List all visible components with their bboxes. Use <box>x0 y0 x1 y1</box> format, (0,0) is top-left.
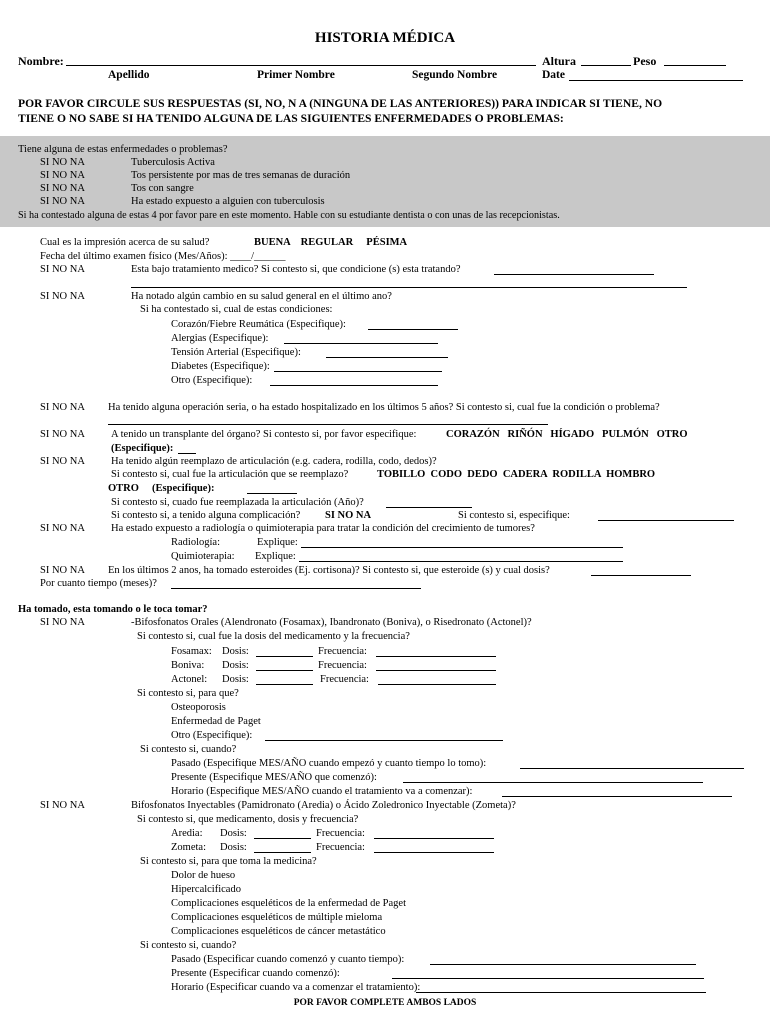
freq-label: Frecuencia: <box>318 660 367 671</box>
freq-field[interactable] <box>376 660 496 671</box>
footer-note: POR FAVOR COMPLETE AMBOS LADOS <box>293 998 477 1008</box>
steroid-field[interactable] <box>591 565 691 576</box>
primer-nombre-label: Primer Nombre <box>257 69 335 81</box>
tb-intro: Tiene alguna de estas enfermedades o problemas? <box>18 144 228 155</box>
joint-year-field[interactable] <box>386 497 472 508</box>
freq-label: Frecuencia: <box>318 646 367 657</box>
answer-options[interactable]: SI NO NA <box>40 183 85 194</box>
answer-options[interactable]: SI NO NA <box>40 157 85 168</box>
weight-field[interactable] <box>664 55 726 66</box>
joint-complication: Si contesto si, a tenido alguna complicación? <box>111 510 301 521</box>
freq-label: Frecuencia: <box>316 828 365 839</box>
answer-options[interactable]: SI NO NA <box>40 617 85 628</box>
instructions-line-1: POR FAVOR CIRCULE SUS RESPUESTAS (SI, NO, N A (NINGUNA DE LAS ANTERIORES)) PARA INDICAR SI TIENE, NO <box>18 97 663 110</box>
treatment-field-2[interactable] <box>131 279 687 288</box>
answer-options[interactable]: SI NO NA <box>40 565 85 576</box>
oral-present: Presente (Especifique MES/AÑO que comenzó): <box>171 772 377 783</box>
joint-complication-options[interactable]: SI NO NA <box>325 510 372 521</box>
joint-other: OTRO (Especifique): <box>108 483 215 494</box>
radio-question: Ha estado expuesto a radiología o quimioterapia para tratar la condición del crecimiento de tumores? <box>111 523 535 534</box>
exam-date: Fecha del último examen físico (Mes/Años): ____/______ <box>40 251 286 262</box>
surgery-question: Ha tenido alguna operación seria, o ha estado hospitalizado en los últimos 5 años? Si contesto si, cual fue la condición o problema? <box>108 402 660 413</box>
explain-label: Explique: <box>255 551 296 562</box>
iv-present-field[interactable] <box>392 968 704 979</box>
health-options[interactable]: BUENA REGULAR PÉSIMA <box>254 237 408 248</box>
drug-label: Fosamax: <box>171 646 212 657</box>
reason-item: Hipercalcificado <box>171 884 241 895</box>
answer-options[interactable]: SI NO NA <box>40 264 85 275</box>
transplant-specify: (Especifique): <box>111 443 174 454</box>
transplant-field[interactable] <box>178 443 196 454</box>
tb-item: Tos persistente por mas de tres semanas de duración <box>131 170 351 181</box>
dose-label: Dosis: <box>220 828 247 839</box>
freq-field[interactable] <box>374 828 494 839</box>
tb-footer: Si ha contestado alguna de estas 4 por favor pare en este momento. Hable con su estudiante dentista o con unas de las recepcionistas. <box>18 210 560 221</box>
iv-why: Si contesto si, para que toma la medicina? <box>140 856 317 867</box>
treatment-field[interactable] <box>494 264 654 275</box>
drug-label: Actonel: <box>171 674 208 685</box>
oral-past-field[interactable] <box>520 758 744 769</box>
iv-question: Bifosfonatos Inyectables (Pamidronato (Aredia) o Ácido Zoledronico Inyectable (Zometa)? <box>131 800 516 811</box>
height-field[interactable] <box>581 55 631 66</box>
tb-item: Tos con sangre <box>131 183 194 194</box>
answer-options[interactable]: SI NO NA <box>40 196 85 207</box>
iv-sub: Si contesto si, que medicamento, dosis y frecuencia? <box>137 814 359 825</box>
tb-item: Ha estado expuesto a alguien con tuberculosis <box>131 196 325 207</box>
iv-when: Si contesto si, cuando? <box>140 940 237 951</box>
condition-field[interactable] <box>368 319 458 330</box>
dose-field[interactable] <box>254 842 311 853</box>
joint-complication-specify: Si contesto si, especifique: <box>458 510 570 521</box>
answer-options[interactable]: SI NO NA <box>40 402 85 413</box>
freq-label: Frecuencia: <box>316 842 365 853</box>
answer-options[interactable]: SI NO NA <box>40 291 85 302</box>
chemo-label: Quimioterapia: <box>171 551 235 562</box>
segundo-nombre-label: Segundo Nombre <box>412 69 498 81</box>
surgery-field[interactable] <box>108 416 548 425</box>
explain-label: Explique: <box>257 537 298 548</box>
joint-question: Ha tenido algún reemplazo de articulación (e.g. cadera, rodilla, codo, dedos)? <box>111 456 437 467</box>
oral-sub: Si contesto si, cual fue la dosis del medicamento y la frecuencia? <box>137 631 410 642</box>
joint-year: Si contesto si, cuado fue reemplazada la articulación (Año)? <box>111 497 364 508</box>
condition-field[interactable] <box>270 375 438 386</box>
steroid-time: Por cuanto tiempo (meses)? <box>40 578 157 589</box>
tb-item: Tuberculosis Activa <box>131 157 215 168</box>
dose-field[interactable] <box>254 828 311 839</box>
freq-field[interactable] <box>374 842 494 853</box>
dose-label: Dosis: <box>220 842 247 853</box>
answer-options[interactable]: SI NO NA <box>40 170 85 181</box>
freq-field[interactable] <box>378 674 496 685</box>
iv-schedule: Horario (Especificar cuando va a comenzar el tratamiento): <box>171 982 421 993</box>
reason-item: Osteoporosis <box>171 702 226 713</box>
oral-schedule-field[interactable] <box>502 786 732 797</box>
reason-item: Complicaciones esqueléticos de cáncer metastático <box>171 926 386 937</box>
condition-label: Diabetes (Especifique): <box>171 361 270 372</box>
oral-present-field[interactable] <box>403 772 703 783</box>
oral-why: Si contesto si, para que? <box>137 688 239 699</box>
condition-label: Corazón/Fiebre Reumática (Especifique): <box>171 319 346 330</box>
condition-field[interactable] <box>284 333 438 344</box>
instructions-line-2: TIENE O NO SABE SI HA TENIDO ALGUNA DE LAS SIGUIENTES ENFERMEDADES O PROBLEMAS: <box>18 112 564 125</box>
condition-field[interactable] <box>274 361 442 372</box>
height-label: Altura <box>542 54 576 68</box>
joint-complication-field[interactable] <box>598 510 734 521</box>
health-change-question: Ha notado algún cambio en su salud general en el último ano? <box>131 291 392 302</box>
reason-item: Enfermedad de Paget <box>171 716 261 727</box>
dose-label: Dosis: <box>222 660 249 671</box>
joint-options[interactable]: TOBILLO CODO DEDO CADERA RODILLA HOMBRO <box>377 469 656 480</box>
condition-label: Alergias (Especifique): <box>171 333 269 344</box>
date-label: Date <box>542 69 565 81</box>
answer-options[interactable]: SI NO NA <box>40 429 85 440</box>
drug-label: Zometa: <box>171 842 206 853</box>
chemo-field[interactable] <box>299 551 623 562</box>
reason-item: Otro (Especifique): <box>171 730 253 741</box>
transplant-question: A tenido un transplante del órgano? Si contesto si, por favor especifique: <box>111 429 417 440</box>
reason-field[interactable] <box>265 730 503 741</box>
radiology-label: Radiología: <box>171 537 220 548</box>
treatment-question: Esta bajo tratamiento medico? Si contesto si, que condicione (s) esta tratando? <box>131 264 461 275</box>
condition-label: Tensión Arterial (Especifique): <box>171 347 301 358</box>
condition-label: Otro (Especifique): <box>171 375 253 386</box>
iv-past: Pasado (Especificar cuando comenzó y cuanto tiempo): <box>171 954 405 965</box>
reason-item: Complicaciones esqueléticos de la enfermedad de Paget <box>171 898 406 909</box>
oral-question: -Bifosfonatos Orales (Alendronato (Fosamax), Ibandronato (Boniva), o Risedronato (Actonel)? <box>131 617 532 628</box>
name-label: Nombre: <box>18 54 64 68</box>
steroid-time-field[interactable] <box>171 578 421 589</box>
iv-schedule-field[interactable] <box>416 982 706 993</box>
transplant-options[interactable]: CORAZÓN RIÑÓN HÍGADO PULMÓN OTRO <box>446 429 688 440</box>
joint-which: Si contesto si, cual fue la articulación que se reemplazo? <box>111 469 349 480</box>
condition-field[interactable] <box>326 347 448 358</box>
radiology-field[interactable] <box>301 537 623 548</box>
reason-item: Dolor de hueso <box>171 870 236 881</box>
iv-present: Presente (Especificar cuando comenzó): <box>171 968 340 979</box>
apellido-label: Apellido <box>108 69 150 81</box>
weight-label: Peso <box>633 54 657 68</box>
dose-field[interactable] <box>256 674 313 685</box>
freq-label: Frecuencia: <box>320 674 369 685</box>
reason-item: Complicaciones esqueléticos de múltiple mieloma <box>171 912 383 923</box>
freq-field[interactable] <box>376 646 496 657</box>
health-question: Cual es la impresión acerca de su salud? <box>40 237 210 248</box>
drug-label: Aredia: <box>171 828 203 839</box>
page-title: HISTORIA MÉDICA <box>314 30 456 46</box>
meds-title: Ha tomado, esta tomando o le toca tomar? <box>18 604 208 615</box>
health-change-sub: Si ha contestado si, cual de estas condiciones: <box>140 304 333 315</box>
dose-label: Dosis: <box>222 674 249 685</box>
dose-field[interactable] <box>256 660 313 671</box>
oral-past: Pasado (Especifique MES/AÑO cuando empezó y cuanto tiempo lo tomo): <box>171 758 487 769</box>
iv-past-field[interactable] <box>430 954 696 965</box>
name-field[interactable] <box>66 55 536 66</box>
joint-other-field[interactable] <box>247 483 297 494</box>
date-field[interactable] <box>569 70 743 81</box>
answer-options[interactable]: SI NO NA <box>40 456 85 467</box>
oral-schedule: Horario (Especifique MES/AÑO cuando el tratamiento va a comenzar): <box>171 786 473 797</box>
answer-options[interactable]: SI NO NA <box>40 800 85 811</box>
answer-options[interactable]: SI NO NA <box>40 523 85 534</box>
steroid-question: En los últimos 2 anos, ha tomado esteroides (Ej. cortisona)? Si contesto si, que esteroide (s) y cual dosis? <box>108 565 550 576</box>
dose-label: Dosis: <box>222 646 249 657</box>
oral-when: Si contesto si, cuando? <box>140 744 237 755</box>
drug-label: Boniva: <box>171 660 205 671</box>
dose-field[interactable] <box>256 646 313 657</box>
